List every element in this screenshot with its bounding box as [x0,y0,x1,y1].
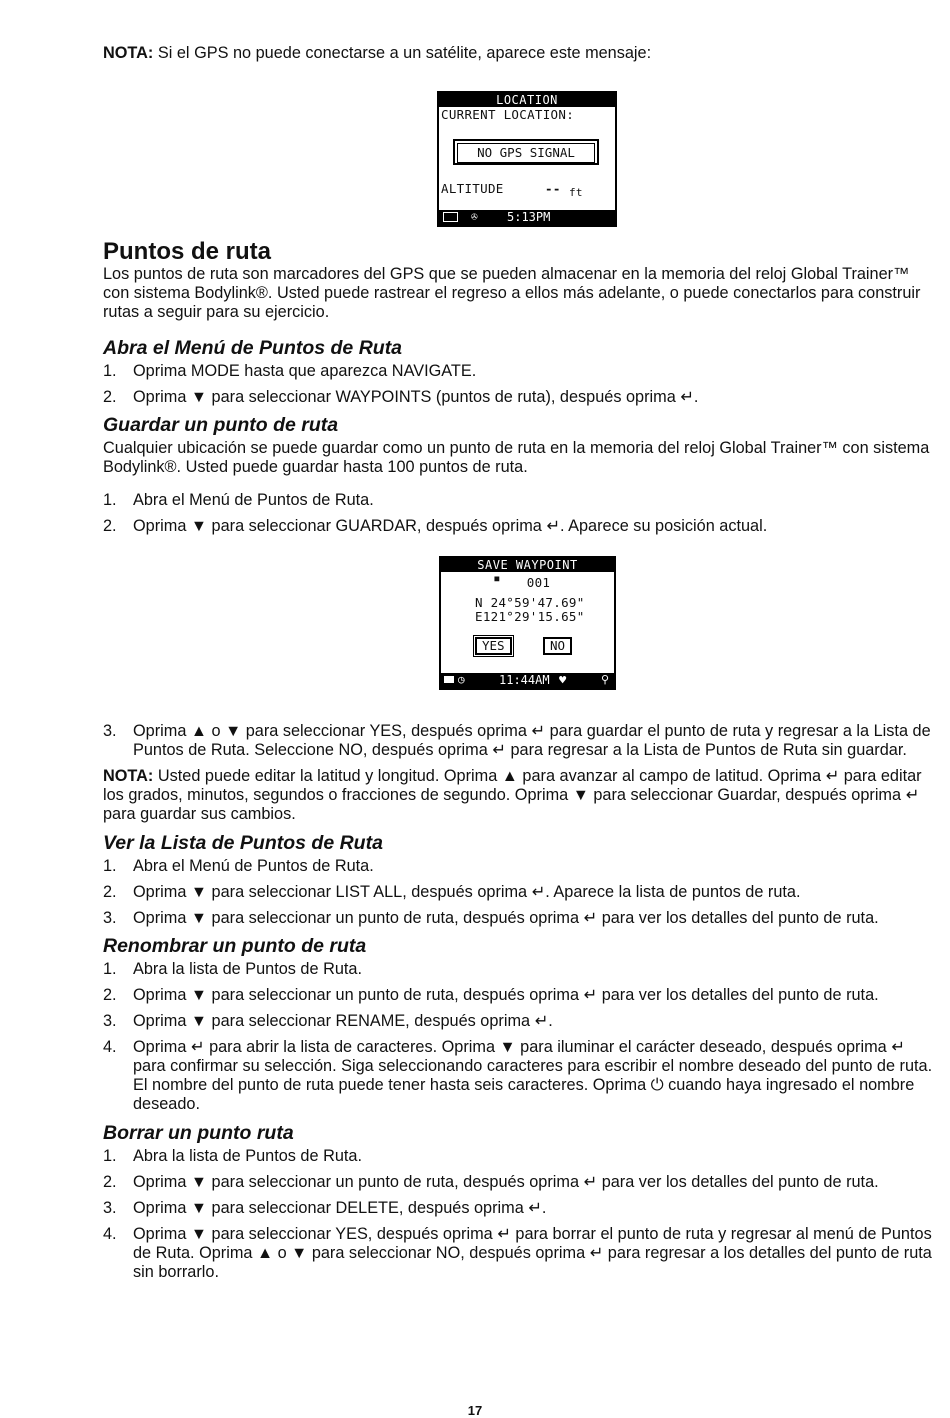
list-item: 1. Abra la lista de Puntos de Ruta. [103,1147,362,1165]
longitude: E121°29'15.65" [475,609,585,624]
nota-gps [103,44,938,63]
list-item: 2. Oprima ▼ para seleccionar un punto de ruta, después oprima ↵ para ver los detalles del punto de ruta. [103,986,879,1004]
save-intro: Cualquier ubicación se puede guardar como un punto de ruta en la memoria del reloj Global Trainer™ con sistema Bodylink®. Usted puede guardar hasta 100 puntos de ruta. [103,439,930,476]
location-screen [437,91,617,227]
save-waypoint-screen [439,556,616,690]
nota-label: NOTA: [103,44,154,62]
battery-icon [443,212,458,222]
battery-icon [444,676,454,683]
list-item: 3. Oprima ▲ o ▼ para seleccionar YES, después oprima ↵ para guardar el punto de ruta y regresar a la Lista de Puntos de Ruta. Seleccione NO, después oprima ↵ para regresar a la Lista de Puntos de Ruta sin guardar. [103,722,931,759]
nota-label: NOTA: [103,767,154,785]
list-item: 2. Oprima ▼ para seleccionar GUARDAR, después oprima ↵. Aparece su posición actual. [103,517,768,535]
current-location-label: CURRENT LOCATION: [441,107,575,122]
intro-paragraph: Los puntos de ruta son marcadores del GPS que se pueden almacenar en la memoria del reloj Global Trainer™ con sistema Bodylink®. Usted puede rastrear el regreso a ellos más adelante, o puede conectarlos para construir rutas a seguir para su ejercicio. [103,265,921,321]
screen-title: LOCATION [439,93,615,107]
section-title-rename: Renombrar un punto de ruta [103,935,367,957]
list-item: 2. Oprima ▼ para seleccionar WAYPOINTS (puntos de ruta), después oprima ↵. [103,388,699,406]
section-title-open: Abra el Menú de Puntos de Ruta [103,337,403,359]
no-button[interactable]: NO [543,637,572,655]
screen-title: SAVE WAYPOINT [441,558,614,572]
waypoint-number: 001 [526,575,551,590]
list-item: 4. Oprima ▼ para seleccionar YES, después oprima ↵ para borrar el punto de ruta y regresar al menú de Puntos de Ruta. Oprima ▲ o ▼ para seleccionar NO, después oprima ↵ para regresar a los detalles del punto de ruta sin borrarlo. [103,1225,932,1281]
waypoint-dot-icon: ▪ [493,570,501,585]
list-item: 4. Oprima ↵ para abrir la lista de caracteres. Oprima ▼ para iluminar el carácter deseado, después oprima ↵ para confirmar su selección. Siga seleccionando caracteres para escribir el nombre deseado del punto de ruta. El nombre del punto de ruta puede tener hasta seis caracteres. Oprima ⏻ cuando haya ingresado el nombre deseado. [103,1038,933,1113]
status-bar [439,210,615,225]
manual-page [103,44,938,1282]
altitude-row [439,181,615,199]
no-gps-signal-text: NO GPS SIGNAL [457,143,595,163]
status-time: 5:13PM [507,210,551,224]
steps-delete [103,1147,938,1282]
list-item: 1. Abra el Menú de Puntos de Ruta. [103,857,374,875]
runner-icon: ⚲ [601,673,610,686]
section-title-delete: Borrar un punto ruta [103,1122,294,1144]
steps-list [103,857,938,928]
section-title-list: Ver la Lista de Puntos de Ruta [103,832,383,854]
list-item: 3. Oprima ▼ para seleccionar RENAME, después oprima ↵. [103,1012,553,1030]
button-row [441,637,614,655]
satellite-icon: ✇ [471,210,478,223]
section-title-save: Guardar un punto de ruta [103,414,339,436]
list-item: 3. Oprima ▼ para seleccionar un punto de ruta, después oprima ↵ para ver los detalles del punto de ruta. [103,909,879,927]
steps-rename [103,960,938,1114]
status-bar [441,673,614,688]
nota-edit [103,767,938,824]
list-item: 2. Oprima ▼ para seleccionar un punto de ruta, después oprima ↵ para ver los detalles del punto de ruta. [103,1173,879,1191]
list-item: 3. Oprima ▼ para seleccionar DELETE, después oprima ↵. [103,1199,547,1217]
signal-box [453,139,599,165]
nota-text: Si el GPS no puede conectarse a un satélite, aparece este mensaje: [153,44,652,62]
steps-save-continued [103,722,938,760]
waypoint-number-row [441,570,614,590]
latitude: N 24°59'47.69" [475,595,585,610]
stopwatch-icon: ◷ [458,673,465,686]
altitude-value: -- [545,181,561,196]
steps-open [103,362,938,407]
yes-button[interactable]: YES [475,637,512,655]
status-time: 11:44AM [499,673,550,687]
list-item: 2. Oprima ▼ para seleccionar LIST ALL, después oprima ↵. Aparece la lista de puntos de ruta. [103,883,801,901]
altitude-unit: ft [569,186,583,199]
list-item: 1. Oprima MODE hasta que aparezca NAVIGATE. [103,362,477,380]
list-item: 1. Abra la lista de Puntos de Ruta. [103,960,362,978]
heart-icon: ♥ [559,673,567,687]
steps-save [103,491,938,536]
page-title: Puntos de ruta [103,238,272,265]
nota-text: Usted puede editar la latitud y longitud. Oprima ▲ para avanzar al campo de latitud. Oprima ↵ para editar los grados, minutos, segundos o fracciones de segundo. Oprima ▼ para seleccionar Guardar, después oprima ↵ para guardar sus cambios. [103,767,922,823]
altitude-label: ALTITUDE [441,181,504,196]
page-number: 17 [467,1403,483,1418]
list-item: 1. Abra el Menú de Puntos de Ruta. [103,491,374,509]
